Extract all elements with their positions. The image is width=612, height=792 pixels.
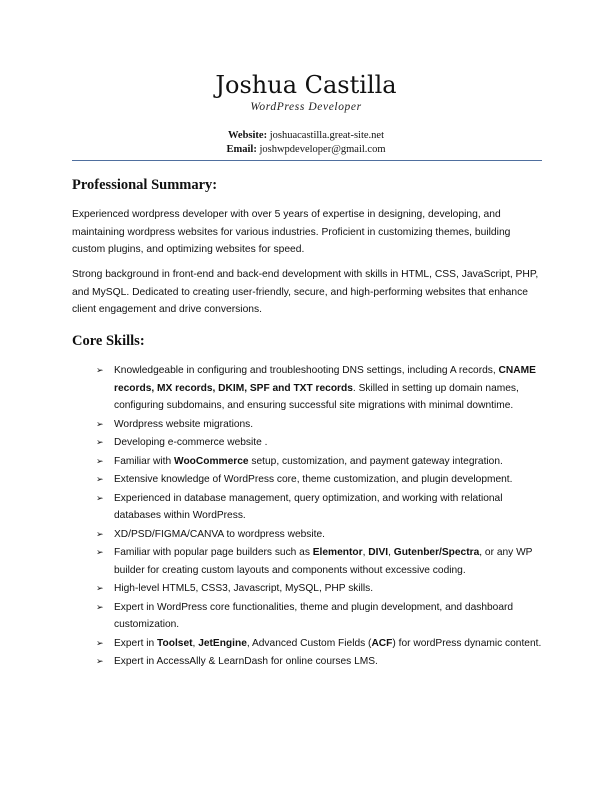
skill-text: setup, customization, and payment gateway integration. [248,455,503,467]
arrow-bullet-icon: ➢ [96,492,104,503]
skill-item [96,434,546,452]
skill-text: XD/PSD/FIGMA/CANVA to wordpress website. [114,528,325,540]
skill-item [96,490,546,525]
arrow-bullet-icon: ➢ [96,365,104,375]
skill-text: , Advanced Custom Fields ( [246,637,372,649]
skill-text-bold: CNAME records, MX records, DKIM, SPF and TXT records [114,365,536,394]
arrow-bullet-icon: ➢ [96,455,104,466]
skill-text: Familiar with popular page builders such as [114,547,313,558]
skill-text-bold: Elementor [312,547,363,558]
skill-text: Expert in AccessAlly & LearnDash for online courses LMS. [114,656,378,667]
skill-text-bold: Toolset [157,637,193,649]
skill-text: Wordpress website migrations. [114,418,254,430]
skill-item [96,544,546,579]
skill-text: Experienced in database management, query optimization, and working with relational databases within WordPress. [114,492,503,521]
arrow-bullet-icon: ➢ [96,418,104,429]
skill-item [96,526,546,544]
skill-text: . Skilled in setting up domain names, configuring subdomains, and ensuring successful site migrations with minimal downtime. [114,382,519,411]
skill-item [96,599,546,634]
skill-text-bold: DIVI [368,547,389,558]
email-line [0,144,612,155]
skill-text: Expert in WordPress core functionalities, theme and plugin development, and dashboard customization. [114,601,514,630]
skill-text: Knowledgeable in configuring and troubleshooting DNS settings, including A records, [114,365,499,376]
skill-text: Extensive knowledge of WordPress core, theme customization, and plugin development. [114,474,513,485]
summary-heading: Professional Summary: [72,177,218,193]
header-divider [72,160,542,161]
email-label: Email: [226,144,257,155]
skill-text: , [388,547,394,558]
skill-text-bold: Gutenber/Spectra [393,547,480,558]
website-link[interactable]: joshuacastilla.great-site.net [269,130,384,141]
candidate-name: Joshua Castilla [215,71,397,99]
arrow-bullet-icon: ➢ [96,474,104,484]
skill-text: Developing e-commerce website . [114,437,268,448]
skill-item [96,635,546,653]
arrow-bullet-icon: ➢ [96,547,104,557]
summary-paragraph-1: Experienced wordpress developer with over 5 years of expertise in designing, developing, and maintaining wordpress websites for various industries. Proficient in customizing themes, building custom plugins, and optimizing websites for speed. [72,209,511,255]
arrow-bullet-icon: ➢ [96,583,104,593]
skill-text-bold: WooCommerce [174,455,249,467]
skill-text: Familiar with [114,455,175,467]
skill-item [96,580,546,598]
skill-text: , [192,637,199,649]
arrow-bullet-icon: ➢ [96,601,104,612]
skill-item [96,471,546,489]
skill-text: , [362,547,369,558]
candidate-role: WordPress Developer [250,101,362,113]
website-line [0,130,612,141]
skills-list [96,362,546,672]
summary-paragraph-2: Strong background in front-end and back-end development with skills in HTML, CSS, JavaScript, PHP, and MySQL. Dedicated to creating user-friendly, secure, and high-performing websites that enhance client engagement and drive conversions. [72,269,539,315]
skill-item [96,416,546,434]
arrow-bullet-icon: ➢ [96,656,104,666]
email-link[interactable]: joshwpdeveloper@gmail.com [259,144,386,155]
arrow-bullet-icon: ➢ [96,437,104,447]
skill-text: High-level HTML5, CSS3, Javascript, MySQL, PHP skills. [114,583,374,594]
skill-text: Expert in [114,637,158,649]
skill-item [96,453,546,471]
arrow-bullet-icon: ➢ [96,637,104,648]
skill-text-bold: JetEngine [198,637,247,649]
skill-text: ) for wordPress dynamic content. [392,637,542,649]
skill-text-bold: ACF [371,637,393,649]
skill-text: , or any WP builder for creating custom layouts and components without excessive coding. [114,547,533,576]
skills-heading: Core Skills: [72,333,145,349]
website-label: Website: [228,130,268,141]
arrow-bullet-icon: ➢ [96,528,104,539]
skill-item [96,653,546,671]
skill-item [96,362,546,415]
